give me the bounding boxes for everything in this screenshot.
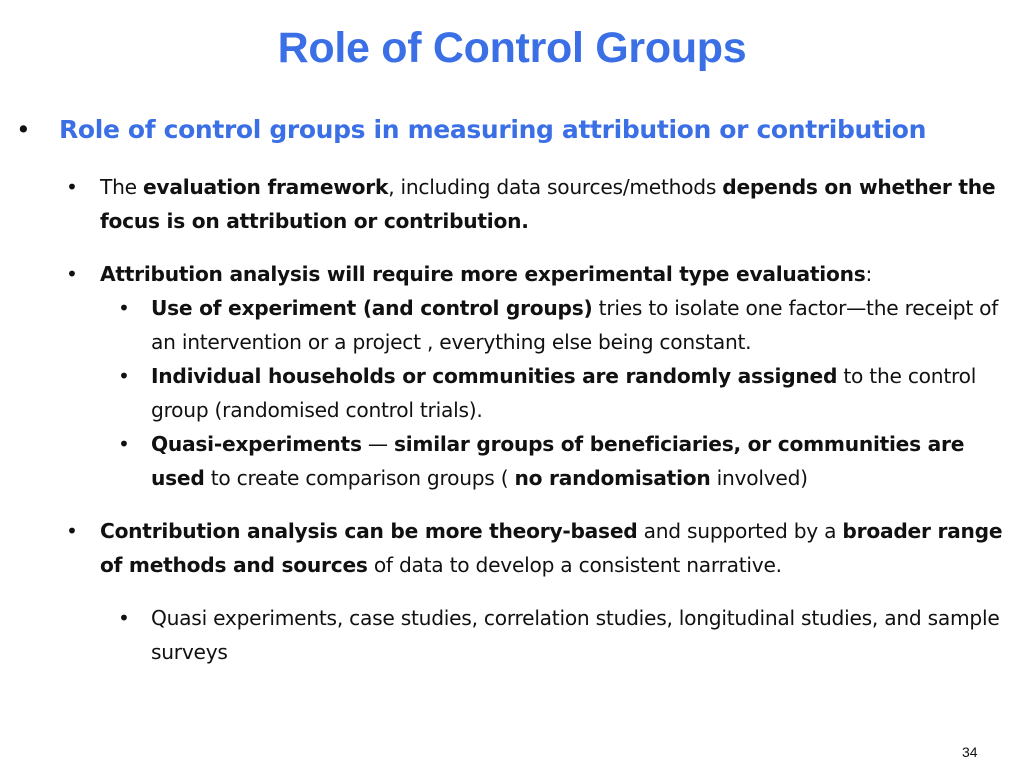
slide-title: Role of Control Groups: [277, 24, 747, 72]
page-number: 34: [962, 744, 978, 760]
text-run: to the control group (randomised control trials).: [151, 364, 977, 422]
quasi-text: [151, 427, 1013, 495]
text-run: :: [865, 262, 873, 286]
bold-run: Attribution analysis will require more experimental type evaluations: [100, 262, 866, 286]
main-bullet-text: Role of control groups in measuring attribution or contribution: [59, 115, 927, 144]
bold-run: depends on whether the focus is on attribution or contribution.: [100, 175, 996, 233]
bullet-marker: •: [118, 296, 130, 320]
text-run: , including data sources/methods: [388, 175, 723, 199]
bullet-marker: •: [66, 519, 78, 543]
attribution-text: [100, 257, 1016, 291]
bold-run: similar groups of beneficiaries, or communities are used: [151, 432, 965, 490]
bold-run: evaluation framework: [142, 175, 389, 199]
bullet-marker: •: [16, 115, 31, 144]
text-run: of data to develop a consistent narrative.: [367, 553, 782, 577]
experiment-text: [151, 291, 1013, 359]
bold-run: broader range of methods and sources: [100, 519, 1003, 577]
bullet-marker: •: [66, 262, 78, 286]
text-run: tries to isolate one factor—the receipt of an intervention or a project , everything else being constant.: [151, 296, 999, 354]
text-run: involved): [710, 466, 808, 490]
framework-text: [100, 170, 1016, 238]
text-run: to create comparison groups (: [204, 466, 515, 490]
bullet-marker: •: [118, 364, 130, 388]
bold-run: Quasi-experiments: [151, 432, 362, 456]
bullet-marker: •: [66, 175, 78, 199]
bold-run: no randomisation: [514, 466, 711, 490]
text-run: The: [100, 175, 143, 199]
text-run: and supported by a: [637, 519, 843, 543]
text-run: —: [361, 432, 394, 456]
households-text: [151, 359, 1013, 427]
methods-text: Quasi experiments, case studies, correlation studies, longitudinal studies, and sample surveys: [151, 606, 1000, 664]
bullet-marker: •: [118, 432, 130, 456]
bullet-marker: •: [118, 606, 130, 630]
contribution-text: [100, 514, 1016, 582]
bold-run: Use of experiment (and control groups): [151, 296, 593, 320]
bold-run: Contribution analysis can be more theory-based: [100, 519, 638, 543]
bold-run: Individual households or communities are randomly assigned: [151, 364, 838, 388]
